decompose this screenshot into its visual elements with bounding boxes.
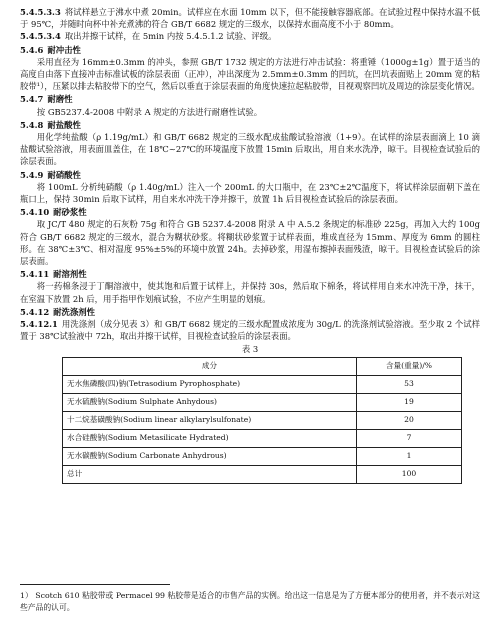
clause-number: 5.4.8	[20, 119, 44, 130]
section-heading	[20, 119, 480, 131]
section-heading	[20, 44, 480, 56]
total-value-cell: 100	[357, 465, 462, 483]
paragraph	[20, 56, 480, 93]
total-label-cell: 总计	[63, 465, 357, 483]
table-row	[63, 429, 462, 447]
content-cell: 1	[357, 447, 462, 465]
section-heading	[20, 169, 480, 181]
footnote: 1） Scotch 610 粘胶带或 Permacel 99 粘胶带是适合的市售产品的实例。给出这一信息是为了方便本部分的使用者，并不表示对这些产品的认可。	[20, 591, 480, 612]
paragraph	[20, 106, 480, 118]
section-heading	[20, 306, 480, 318]
numbered-clause	[20, 6, 480, 30]
footnote-divider	[20, 584, 170, 585]
clause-text: 将一药棉条浸于丁酮溶液中，使其饱和后置于试样上，并保持 30s，然后取下棉条，将试样用自来水冲洗干净，抹干，在室温下放置 2h 后，用手指甲作划痕试验，不应产生明显的划痕。	[20, 281, 480, 304]
table-caption: 表 3	[241, 344, 259, 355]
clause-text: 取出并擦干试样，在 5min 内按 5.4.5.1.2 试验、评级。	[64, 31, 277, 42]
clause-text: 用化学纯盐酸（ρ 1.19g/mL）和 GB/T 6682 规定的三级水配成盐酸试验溶液（1+9）。在试样的涂层表面滴上 10 滴盐酸试验溶液，用表面皿盖住，在 18℃~27℃的环境温度下放置 15min 后取出，用自来水洗净，晾干。目视检查试验后的涂层表面。	[20, 132, 480, 167]
clause-text: 将 100mL 分析纯硝酸（ρ 1.40g/mL）注入一个 200mL 的大口瓶中，在 23℃±2℃温度下，将试样涂层面朝下盖在瓶口上，保持 30min 后取下试样，用自来水冲洗干净并擦干，放置 1h 后目视检查试验后的涂层表面。	[20, 181, 480, 205]
table-total-row	[63, 465, 462, 483]
table-row	[63, 393, 462, 411]
section-heading	[20, 206, 480, 218]
content-cell: 53	[357, 375, 462, 393]
clause-number: 5.4.12.1	[20, 319, 58, 330]
detergent-composition-table	[62, 357, 462, 484]
clause-text: 耐盐酸性	[47, 119, 81, 130]
section-heading	[20, 268, 480, 280]
clause-text: 耐硝酸性	[47, 169, 81, 180]
component-cell: 水合硅酸钠(Sodium Metasilicate Hydrated)	[63, 429, 357, 447]
clause-text: 将试样悬立于沸水中煮 20min。试样应在水面 10mm 以下，但不能接触容器底部。在试验过程中保持水温不低于 95℃，并随时向杯中补充煮沸的符合 GB/T 6682 规定的三级水，以保持水面高度不小于 80mm。	[20, 7, 480, 30]
clause-text: 耐砂浆性	[53, 207, 87, 218]
table-row	[63, 375, 462, 393]
content-cell: 20	[357, 411, 462, 429]
clause-text: 耐溶剂性	[53, 269, 87, 280]
component-cell: 无水焦磷酸(四)钠(Tetrasodium Pyrophosphate)	[63, 375, 357, 393]
paragraph	[20, 131, 480, 168]
clause-number: 5.4.7	[20, 94, 44, 105]
clause-number: 5.4.10	[20, 207, 50, 218]
table-header-content: 含量(重量)/%	[357, 357, 462, 375]
clause-number: 5.4.5.3.3	[20, 7, 61, 17]
clause-text: 采用直径为 16mm±0.3mm 的冲头，参照 GB/T 1732 规定的方法进行冲击试验：将重锤（1000g±1g）置于适当的高度自由落下直接冲击标准试板的涂层表面（正冲），冲出深度为 2.5mm±0.3mm 的凹坑，在凹坑表面贴上 20mm 宽的粘胶带¹），压紧以排去粘胶带下的空气，然后以垂直于涂层表面的角度快速拉起粘胶带，目视观察凹坑及周边的涂层变化情况。	[20, 56, 480, 92]
clause-text: 用洗涤剂（成分见表 3）和 GB/T 6682 规定的三级水配置成浓度为 30g/L 的洗涤剂试验溶液。至少取 2 个试样置于 38℃试验液中 72h，取出并擦干试样，目视检查试验后的涂层表面。	[20, 319, 480, 342]
component-cell: 无水硫酸钠(Sodium Sulphate Anhydous)	[63, 393, 357, 411]
clause-number: 5.4.9	[20, 169, 44, 180]
table-row	[63, 447, 462, 465]
clause-text: 取 JC/T 480 规定的石灰粉 75g 和符合 GB 5237.4-2008 附录 A 中 A.5.2 条规定的标准砂 225g，再加入大约 100g 符合 GB/T 6682 规定的三级水，混合为糊状砂浆。将糊状砂浆置于试样表面，堆成直径为 15mm、厚度为 6mm 的圆柱形。在 38℃±3℃、相对湿度 95%±5%的环境中放置 24h。去掉砂浆，用湿布擦掉表面残渣，晾干。目视检查试验后的涂层表面。	[20, 219, 480, 267]
clause-text: 按 GB5237.4-2008 中附录 A 规定的方法进行耐磨性试验。	[36, 106, 263, 117]
clause-number: 5.4.11	[20, 269, 50, 280]
content-cell: 19	[357, 393, 462, 411]
clause-number: 5.4.12	[20, 306, 50, 317]
table-header-component: 成分	[63, 357, 357, 375]
table-header-row	[63, 357, 462, 375]
numbered-clause	[20, 318, 480, 342]
clause-text: 耐冲击性	[47, 44, 81, 55]
paragraph	[20, 280, 480, 304]
table-row	[63, 411, 462, 429]
document-body	[20, 6, 480, 342]
component-cell: 无水碳酸钠(Sodium Carbonate Anhydrous)	[63, 447, 357, 465]
clause-number: 5.4.6	[20, 44, 44, 55]
clause-number: 5.4.5.3.4	[20, 31, 61, 42]
paragraph	[20, 181, 480, 205]
content-cell: 7	[357, 429, 462, 447]
component-cell: 十二烷基磺酸钠(Sodium linear alkylarylsulfonate)	[63, 411, 357, 429]
clause-text: 耐洗涤剂性	[53, 306, 96, 317]
section-heading	[20, 93, 480, 105]
numbered-clause	[20, 30, 480, 42]
paragraph	[20, 218, 480, 267]
clause-text: 耐磨性	[47, 94, 73, 105]
